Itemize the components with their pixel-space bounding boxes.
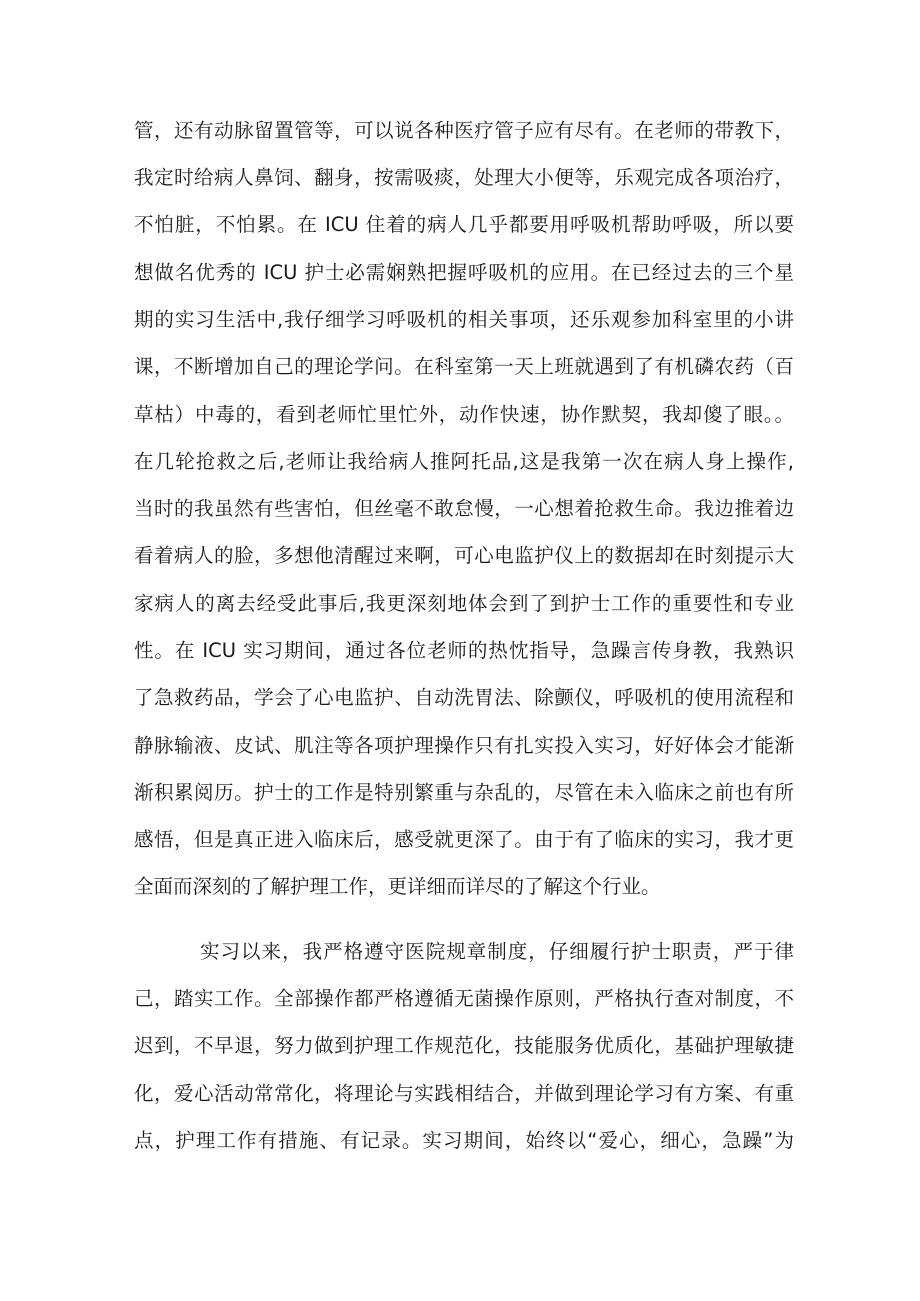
text-line: 我定时给病人鼻饲、翻身，按需吸痰，处理大小便等，乐观完成各项治疗， xyxy=(134,166,794,189)
text-line xyxy=(134,1173,794,1203)
text-line: 不怕脏，不怕累。在 ICU 住着的病人几乎都要用呼吸机帮助呼吸，所以要 xyxy=(134,213,794,236)
text-line: 想做名优秀的 ICU 护士必需娴熟把握呼吸机的应用。在已经过去的三个星 xyxy=(134,261,794,284)
text-line: 家病人的离去经受此事后,我更深刻地体会到了到护士工作的重要性和专业 xyxy=(134,592,794,615)
text-line: 己，踏实工作。全部操作都严格遵循无菌操作原则，严格执行查对制度，不 xyxy=(134,987,794,1010)
text-line: 感悟，但是真正进入临床后，感受就更深了。由于有了临床的实习，我才更 xyxy=(134,828,794,851)
text-line: 点，护理工作有措施、有记录。实习期间，始终以“爱心，细心，急躁”为 xyxy=(134,1129,794,1152)
text-line: 化，爱心活动常常化，将理论与实践相结合，并做到理论学习有方案、有重 xyxy=(134,1082,794,1105)
text-line: 渐积累阅历。护士的工作是特别繁重与杂乱的，尽管在未入临床之前也有所 xyxy=(134,781,794,804)
text-line: 全面而深刻的了解护理工作，更详细而详尽的了解这个行业。 xyxy=(134,875,661,898)
text-line: 静脉输液、皮试、肌注等各项护理操作只有扎实投入实习，好好体会才能渐 xyxy=(134,734,794,757)
text-line: 草枯）中毒的，看到老师忙里忙外，动作快速，协作默契，我却傻了眼。。 xyxy=(134,403,794,426)
text-line: 管，还有动脉留置管等，可以说各种医疗管子应有尽有。在老师的带教下， xyxy=(134,119,794,142)
text-line: 了急救药品，学会了心电监护、自动洗胃法、除颤仪，呼吸机的使用流程和 xyxy=(134,686,794,709)
text-line: 性。在 ICU 实习期间，通过各位老师的热忱指导，急躁言传身教，我熟识 xyxy=(134,639,794,662)
text-line: 期的实习生活中,我仔细学习呼吸机的相关事项，还乐观参加科室里的小讲 xyxy=(134,308,794,331)
text-line: 实习以来，我严格遵守医院规章制度，仔细履行护士职责，严于律 xyxy=(200,940,794,963)
text-line: 看着病人的脸，多想他清醒过来啊，可心电监护仪上的数据却在时刻提示大 xyxy=(134,544,794,567)
text-line: 迟到，不早退，努力做到护理工作规范化，技能服务优质化，基础护理敏捷 xyxy=(134,1034,794,1057)
text-line: 当时的我虽然有些害怕，但丝毫不敢怠慢，一心想着抢救生命。我边推着边 xyxy=(134,497,794,520)
text-line: 在几轮抢救之后,老师让我给病人推阿托品,这是我第一次在病人身上操作, xyxy=(134,450,794,473)
text-line: 课，不断增加自己的理论学问。在科室第一天上班就遇到了有机磷农药（百 xyxy=(134,355,794,378)
